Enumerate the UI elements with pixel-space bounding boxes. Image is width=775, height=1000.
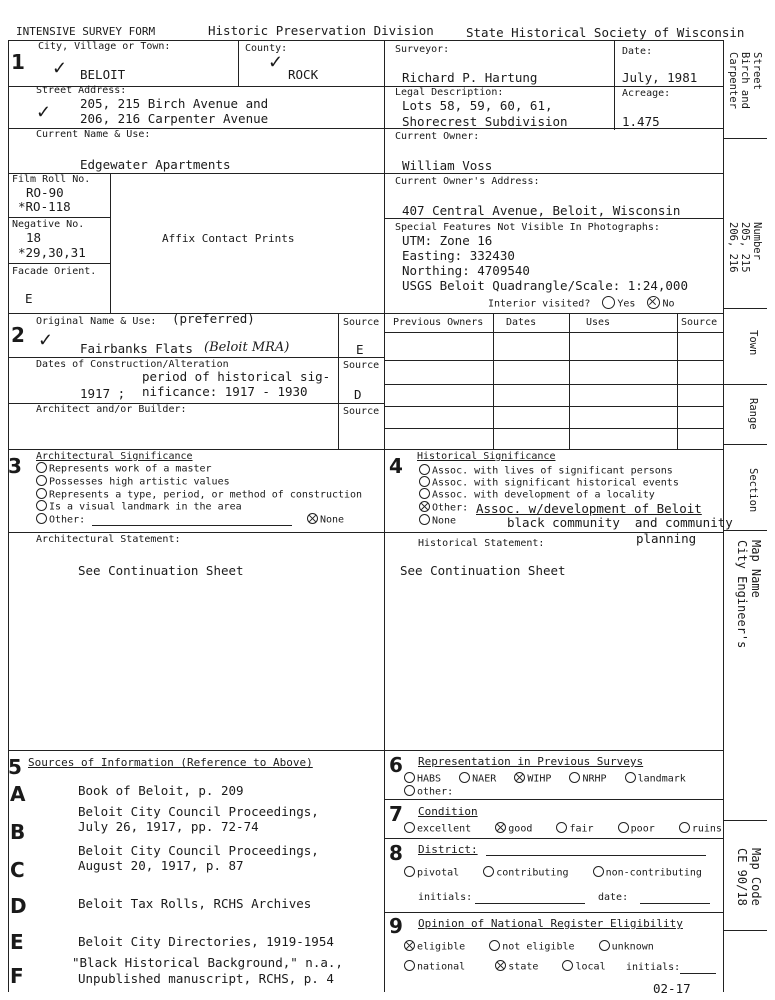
survey-options <box>404 773 686 785</box>
hist-radio-3[interactable] <box>419 488 430 499</box>
arch-option-4 <box>36 501 242 513</box>
naer-radio[interactable] <box>459 772 470 783</box>
hist-other-value-2: black community and community <box>507 515 733 530</box>
hist-radio-none[interactable] <box>419 514 430 525</box>
hist-radio-other-checked[interactable] <box>419 501 430 512</box>
source-e-line: Beloit City Directories, 1919-1954 <box>78 934 334 949</box>
facade-label: Facade Orient. <box>12 266 97 277</box>
usgs-value: USGS Beloit Quadrangle/Scale: 1:24,000 <box>402 278 688 293</box>
source-letter-f: F <box>10 964 24 988</box>
county-label: County: <box>245 43 288 54</box>
arch-option-label: None <box>320 514 345 526</box>
national-label: national <box>417 961 466 973</box>
acreage-value: 1.475 <box>622 114 660 129</box>
source-d-line: Beloit Tax Rolls, RCHS Archives <box>78 896 312 911</box>
good-label: good <box>508 823 533 835</box>
ruins-label: ruins <box>691 823 722 835</box>
good-radio-checked[interactable] <box>495 822 506 833</box>
check-mark-icon: ✓ <box>268 52 284 73</box>
state-radio-checked[interactable] <box>495 960 506 971</box>
source-letter-d: D <box>10 894 27 918</box>
side-section: Section <box>747 468 759 513</box>
section-7-number: 7 <box>389 802 403 826</box>
hist-option-1 <box>419 465 673 477</box>
contributing-label: contributing <box>496 867 569 879</box>
pivotal-label: pivotal <box>417 867 460 879</box>
district-initials-label: initials: <box>418 892 473 903</box>
facade-value: E <box>25 291 33 306</box>
nrhp-radio[interactable] <box>569 772 580 783</box>
owner-address-label: Current Owner's Address: <box>395 176 540 187</box>
arch-option-3 <box>36 489 362 501</box>
excellent-label: excellent <box>417 823 472 835</box>
side-map-code: Map Code CE 90/18 <box>735 848 763 906</box>
acreage-label: Acreage: <box>622 88 671 99</box>
source-value-1: E <box>356 342 364 357</box>
arch-option-label: Represents work of a master <box>49 463 212 475</box>
not-eligible-radio[interactable] <box>489 940 500 951</box>
noncontributing-radio[interactable] <box>593 866 604 877</box>
hist-significance-title: Historical Significance <box>417 451 556 462</box>
wihp-label: WIHP <box>527 773 552 785</box>
naer-label: NAER <box>472 773 497 785</box>
yes-label: Yes <box>617 298 636 310</box>
negative-label: Negative No. <box>12 219 85 230</box>
hist-other-value-3: planning <box>636 531 697 546</box>
film-value-1: RO-90 <box>26 185 64 200</box>
source-letter-c: C <box>10 858 25 882</box>
fair-radio[interactable] <box>556 822 567 833</box>
habs-label: HABS <box>417 773 442 785</box>
check-mark-icon: ✓ <box>36 102 52 123</box>
owner-value: William Voss <box>402 158 493 173</box>
hist-other-value-1: Assoc. w/development of Beloit <box>476 501 702 516</box>
period-line-1: period of historical sig- <box>142 369 331 384</box>
no-label: No <box>662 298 675 310</box>
arch-radio-3[interactable] <box>36 488 47 499</box>
local-label: local <box>575 961 606 973</box>
unknown-radio[interactable] <box>599 940 610 951</box>
arch-statement-value: See Continuation Sheet <box>78 563 244 578</box>
source-label-1: Source <box>343 317 380 328</box>
check-mark-icon: ✓ <box>52 58 68 79</box>
current-name-value: Edgewater Apartments <box>80 157 231 172</box>
survey-other-radio[interactable] <box>404 785 415 796</box>
sources-title: Sources of Information (Reference to Above) <box>28 756 313 769</box>
arch-option-label: Is a visual landmark in the area <box>49 501 242 513</box>
city-value: BELOIT <box>80 67 126 82</box>
county-value: ROCK <box>288 67 319 82</box>
landmark-radio[interactable] <box>625 772 636 783</box>
section-9-number: 9 <box>389 914 403 938</box>
source-f-line-2: Unpublished manuscript, RCHS, p. 4 <box>78 971 334 986</box>
district-title: District: <box>418 843 478 856</box>
legal-value-2: Shorecrest Subdivision <box>402 114 568 129</box>
eligibility-title: Opinion of National Register Eligibility <box>418 917 683 930</box>
arch-statement-label: Architectural Statement: <box>36 534 181 545</box>
nrhp-label: NRHP <box>582 773 607 785</box>
arch-option-label: Other: <box>49 514 86 526</box>
source-b-line-2: July 26, 1917, pp. 72-74 <box>78 819 259 834</box>
excellent-radio[interactable] <box>404 822 415 833</box>
condition-options <box>404 823 722 835</box>
contact-prints-label: Affix Contact Prints <box>162 232 295 245</box>
source-value-2: D <box>354 387 362 402</box>
side-map-name: Map Name City Engineer's <box>735 540 763 649</box>
source-header: Source <box>681 317 718 328</box>
wihp-radio-checked[interactable] <box>514 772 525 783</box>
film-value-2: *RO-118 <box>18 199 71 214</box>
side-town: Town <box>747 330 759 356</box>
date-label: Date: <box>622 46 653 57</box>
surveyor-value: Richard P. Hartung <box>402 70 538 85</box>
owner-label: Current Owner: <box>395 131 480 142</box>
period-line-2: nificance: 1917 - 1930 <box>142 384 308 399</box>
district-options <box>404 867 702 879</box>
source-label-3: Source <box>343 406 380 417</box>
uses-header: Uses <box>586 317 611 328</box>
dates-construction-label: Dates of Construction/Alteration <box>36 359 229 370</box>
arch-radio-other[interactable] <box>36 513 47 524</box>
survey-other <box>404 786 453 798</box>
utm-value: UTM: Zone 16 <box>402 233 493 248</box>
arch-option-label: Represents a type, period, or method of construction <box>49 489 363 501</box>
level-options <box>404 961 606 973</box>
section-1-number: 1 <box>11 50 25 74</box>
dates-header: Dates <box>506 317 537 328</box>
source-letter-b: B <box>10 820 26 844</box>
special-features-label: Special Features Not Visible In Photographs: <box>395 222 660 233</box>
check-mark-icon: ✓ <box>38 330 54 351</box>
negative-value-1: 18 <box>26 230 42 245</box>
arch-significance-title: Architectural Significance <box>36 451 193 462</box>
architect-label: Architect and/or Builder: <box>36 404 187 415</box>
section-8-number: 8 <box>389 841 403 865</box>
no-radio-checked[interactable] <box>647 296 660 309</box>
interior-visited <box>488 297 675 310</box>
section-6-number: 6 <box>389 753 403 777</box>
preferred-note: (preferred) <box>172 311 255 326</box>
arch-option-other <box>36 514 85 526</box>
arch-radio-4[interactable] <box>36 500 47 511</box>
previous-owners-header: Previous Owners <box>393 317 484 328</box>
landmark-label: landmark <box>637 773 686 785</box>
hist-statement-value: See Continuation Sheet <box>400 563 566 578</box>
hist-option-label: Assoc. with lives of significant persons <box>432 465 673 477</box>
habs-radio[interactable] <box>404 772 415 783</box>
source-letter-a: A <box>10 782 26 806</box>
eligibility-initials-label: initials: <box>626 962 681 973</box>
state-label: state <box>508 961 539 973</box>
hist-option-none <box>419 515 456 527</box>
national-radio[interactable] <box>404 960 415 971</box>
hist-radio-2[interactable] <box>419 476 430 487</box>
hist-option-label: Assoc. with development of a locality <box>432 489 655 501</box>
construction-year: 1917 ; <box>80 386 126 401</box>
section-2-number: 2 <box>11 323 25 347</box>
city-label: City, Village or Town: <box>38 41 171 52</box>
condition-title: Condition <box>418 805 478 818</box>
pivotal-radio[interactable] <box>404 866 415 877</box>
poor-label: poor <box>630 823 655 835</box>
eligible-radio-checked[interactable] <box>404 940 415 951</box>
contributing-radio[interactable] <box>483 866 494 877</box>
not-eligible-label: not eligible <box>502 941 575 953</box>
legal-value-1: Lots 58, 59, 60, 61, <box>402 98 553 113</box>
eligible-label: eligible <box>417 941 466 953</box>
source-label-2: Source <box>343 360 380 371</box>
noncontributing-label: non-contributing <box>605 867 702 879</box>
eligibility-options <box>404 941 654 953</box>
unknown-label: unknown <box>611 941 654 953</box>
source-f-line-1: "Black Historical Background," n.a., <box>72 955 343 970</box>
poor-radio[interactable] <box>618 822 629 833</box>
hist-statement-label: Historical Statement: <box>418 538 545 549</box>
hist-option-label: Assoc. with significant historical events <box>432 477 679 489</box>
hist-option-3 <box>419 489 655 501</box>
film-label: Film Roll No. <box>12 174 91 185</box>
source-c-line-1: Beloit City Council Proceedings, <box>78 843 319 858</box>
division-name: Historic Preservation Division <box>208 23 434 38</box>
arch-option-2 <box>36 476 230 488</box>
survey-other-label: other: <box>417 786 454 798</box>
arch-radio-1[interactable] <box>36 462 47 473</box>
footer-code: 02-17 <box>653 981 691 996</box>
hist-option-2 <box>419 477 679 489</box>
interior-label: Interior visited? <box>488 298 591 310</box>
source-a-line: Book of Beloit, p. 209 <box>78 783 244 798</box>
legal-label: Legal Description: <box>395 87 504 98</box>
form-title: INTENSIVE SURVEY FORM <box>16 25 156 38</box>
northing-value: Northing: 4709540 <box>402 263 530 278</box>
side-number: Number 205, 215 206, 216 <box>727 222 763 273</box>
source-letter-e: E <box>10 930 24 954</box>
negative-value-2: *29,30,31 <box>18 245 86 260</box>
section-3-number: 3 <box>8 454 22 478</box>
surveys-title: Representation in Previous Surveys <box>418 755 644 768</box>
easting-value: Easting: 332430 <box>402 248 515 263</box>
street-value-2: 206, 216 Carpenter Avenue <box>80 111 269 126</box>
hist-option-other <box>419 502 468 514</box>
yes-radio[interactable] <box>602 296 615 309</box>
surveyor-label: Surveyor: <box>395 44 450 55</box>
source-c-line-2: August 20, 1917, p. 87 <box>78 858 244 873</box>
arch-option-none <box>307 514 344 526</box>
district-date-label: date: <box>598 892 629 903</box>
arch-option-label: Possesses high artistic values <box>49 476 230 488</box>
local-radio[interactable] <box>562 960 573 971</box>
side-street: Street Birch and Carpenter <box>727 52 763 109</box>
source-b-line-1: Beloit City Council Proceedings, <box>78 804 319 819</box>
arch-radio-2[interactable] <box>36 475 47 486</box>
hist-radio-1[interactable] <box>419 464 430 475</box>
fair-label: fair <box>569 823 594 835</box>
arch-option-1 <box>36 463 212 475</box>
ruins-radio[interactable] <box>679 822 690 833</box>
street-label: Street Address: <box>36 85 127 96</box>
street-value-1: 205, 215 Birch Avenue and <box>80 96 269 111</box>
society-name: State Historical Society of Wisconsin <box>466 25 745 40</box>
owner-address-value: 407 Central Avenue, Beloit, Wisconsin <box>402 203 681 218</box>
original-name-label: Original Name & Use: <box>36 316 157 327</box>
current-name-label: Current Name & Use: <box>36 129 151 140</box>
original-name-value: Fairbanks Flats <box>80 341 193 356</box>
hist-option-label: Other: <box>432 502 469 514</box>
section-4-number: 4 <box>389 454 403 478</box>
section-5-number: 5 <box>8 755 22 779</box>
arch-radio-none-checked[interactable] <box>307 513 318 524</box>
side-range: Range <box>747 398 759 430</box>
date-value: July, 1981 <box>622 70 698 85</box>
hist-option-label: None <box>432 515 457 527</box>
mra-note: (Beloit MRA) <box>204 340 290 355</box>
